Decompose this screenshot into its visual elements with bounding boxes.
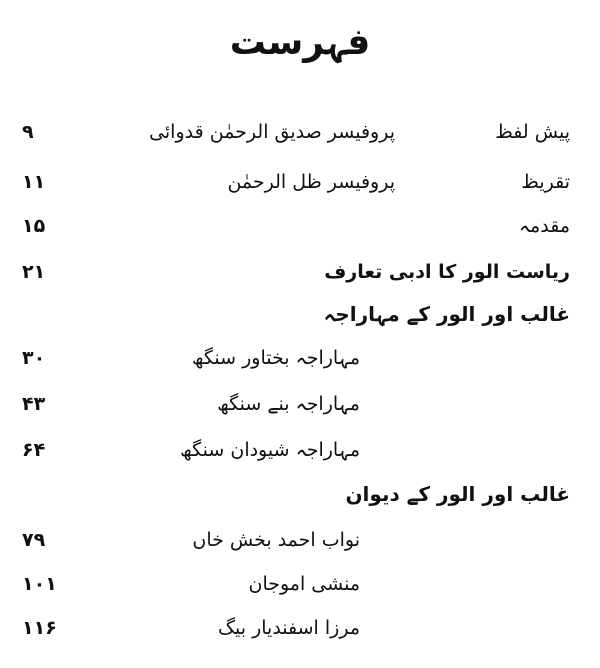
entry-label: تقریظ [521, 171, 570, 193]
toc-entry [0, 432, 600, 468]
entry-label: مہاراجہ بختاور سنگھ [191, 347, 360, 369]
toc-entry [0, 254, 600, 290]
toc-entry [0, 610, 600, 646]
page-number: ۲۱ [22, 261, 46, 283]
page-number: ۷۹ [22, 529, 46, 551]
entry-label: مہاراجہ شیودان سنگھ [180, 439, 360, 461]
section-heading: غالب اور الور کے دیوان [345, 482, 570, 506]
page-number: ۳۰ [22, 347, 46, 369]
page-number: ۱۱ [22, 171, 46, 193]
entry-author: پروفیسر ظل الرحمٰن [227, 171, 395, 193]
page-number: ۱۰۱ [22, 573, 57, 595]
section-heading-row [0, 476, 600, 512]
entry-label: نواب احمد بخش خاں [192, 529, 360, 551]
entry-label: مقدمہ [518, 215, 570, 237]
page-number: ۶۴ [22, 439, 46, 461]
entry-label: مرزا اسفندیار بیگ [218, 617, 360, 639]
toc-entry [0, 386, 600, 422]
page-number: ۹ [22, 121, 34, 143]
entry-label: منشی اموجان [248, 573, 360, 595]
entry-label: پیش لفظ [495, 121, 570, 143]
entry-label: مہاراجہ بنے سنگھ [217, 393, 360, 415]
toc-entry [0, 522, 600, 558]
entry-label: ریاست الور کا ادبی تعارف [324, 261, 570, 283]
entry-author: پروفیسر صدیق الرحمٰن قدوائی [149, 121, 395, 143]
toc-entry [0, 208, 600, 244]
page-number: ۱۵ [22, 215, 46, 237]
page-number: ۴۳ [22, 393, 46, 415]
toc-entry [0, 566, 600, 602]
toc-entry [0, 164, 600, 200]
toc-entry [0, 340, 600, 376]
section-heading: غالب اور الور کے مہاراجہ [323, 302, 570, 326]
page-title: فہرست [229, 22, 371, 63]
toc-entry [0, 114, 600, 150]
section-heading-row [0, 296, 600, 332]
page-number: ۱۱۶ [22, 617, 57, 639]
